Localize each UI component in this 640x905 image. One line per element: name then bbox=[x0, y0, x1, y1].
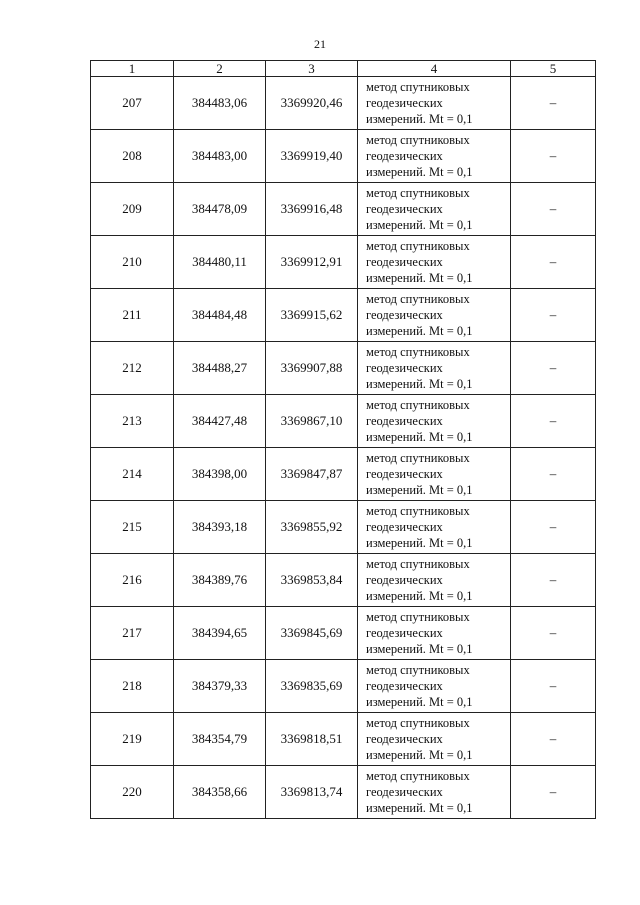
method-line-1: метод спутниковых bbox=[366, 716, 470, 730]
x-coordinate-cell: 384358,66 bbox=[174, 766, 266, 819]
point-number-cell: 208 bbox=[91, 130, 174, 183]
page-number: 21 bbox=[314, 37, 326, 51]
method-line-1: метод спутниковых bbox=[366, 239, 470, 253]
x-coordinate-cell: 384478,09 bbox=[174, 183, 266, 236]
note-cell: – bbox=[511, 289, 596, 342]
method-line-1: метод спутниковых bbox=[366, 769, 470, 783]
x-coordinate-cell: 384394,65 bbox=[174, 607, 266, 660]
note-cell: – bbox=[511, 713, 596, 766]
point-number-cell: 212 bbox=[91, 342, 174, 395]
y-coordinate-cell: 3369916,48 bbox=[266, 183, 358, 236]
method-line-1: метод спутниковых bbox=[366, 345, 470, 359]
table-row bbox=[91, 236, 596, 289]
method-line-3: измерений. Mt = 0,1 bbox=[366, 642, 473, 656]
method-line-1: метод спутниковых bbox=[366, 80, 470, 94]
point-number-cell: 219 bbox=[91, 713, 174, 766]
point-number-cell: 210 bbox=[91, 236, 174, 289]
method-cell bbox=[358, 289, 511, 342]
method-line-3: измерений. Mt = 0,1 bbox=[366, 536, 473, 550]
y-coordinate-cell: 3369912,91 bbox=[266, 236, 358, 289]
method-cell bbox=[358, 713, 511, 766]
method-cell bbox=[358, 236, 511, 289]
point-number-cell: 218 bbox=[91, 660, 174, 713]
header-cell-3: 3 bbox=[266, 61, 358, 77]
table-row bbox=[91, 766, 596, 819]
point-number-cell: 215 bbox=[91, 501, 174, 554]
x-coordinate-cell: 384393,18 bbox=[174, 501, 266, 554]
method-cell bbox=[358, 342, 511, 395]
method-line-3: измерений. Mt = 0,1 bbox=[366, 801, 473, 815]
method-line-2: геодезических bbox=[366, 626, 443, 640]
point-number-cell: 220 bbox=[91, 766, 174, 819]
method-line-3: измерений. Mt = 0,1 bbox=[366, 271, 473, 285]
method-line-2: геодезических bbox=[366, 679, 443, 693]
method-cell bbox=[358, 501, 511, 554]
method-cell bbox=[358, 554, 511, 607]
table-row bbox=[91, 77, 596, 130]
table-row bbox=[91, 448, 596, 501]
header-cell-4: 4 bbox=[358, 61, 511, 77]
x-coordinate-cell: 384480,11 bbox=[174, 236, 266, 289]
y-coordinate-cell: 3369818,51 bbox=[266, 713, 358, 766]
method-line-2: геодезических bbox=[366, 414, 443, 428]
note-cell: – bbox=[511, 342, 596, 395]
method-line-1: метод спутниковых bbox=[366, 186, 470, 200]
header-cell-1: 1 bbox=[91, 61, 174, 77]
table-row bbox=[91, 130, 596, 183]
table-row bbox=[91, 183, 596, 236]
table-row bbox=[91, 342, 596, 395]
header-cell-2: 2 bbox=[174, 61, 266, 77]
x-coordinate-cell: 384389,76 bbox=[174, 554, 266, 607]
note-cell: – bbox=[511, 501, 596, 554]
note-cell: – bbox=[511, 660, 596, 713]
method-line-1: метод спутниковых bbox=[366, 504, 470, 518]
y-coordinate-cell: 3369867,10 bbox=[266, 395, 358, 448]
method-line-1: метод спутниковых bbox=[366, 663, 470, 677]
note-cell: – bbox=[511, 554, 596, 607]
note-cell: – bbox=[511, 448, 596, 501]
point-number-cell: 209 bbox=[91, 183, 174, 236]
x-coordinate-cell: 384398,00 bbox=[174, 448, 266, 501]
point-number-cell: 217 bbox=[91, 607, 174, 660]
note-cell: – bbox=[511, 77, 596, 130]
y-coordinate-cell: 3369835,69 bbox=[266, 660, 358, 713]
x-coordinate-cell: 384484,48 bbox=[174, 289, 266, 342]
point-number-cell: 207 bbox=[91, 77, 174, 130]
method-cell bbox=[358, 766, 511, 819]
method-line-1: метод спутниковых bbox=[366, 557, 470, 571]
table-row bbox=[91, 660, 596, 713]
method-line-3: измерений. Mt = 0,1 bbox=[366, 377, 473, 391]
table-row bbox=[91, 607, 596, 660]
method-line-2: геодезических bbox=[366, 361, 443, 375]
note-cell: – bbox=[511, 236, 596, 289]
y-coordinate-cell: 3369855,92 bbox=[266, 501, 358, 554]
method-line-1: метод спутниковых bbox=[366, 292, 470, 306]
header-cell-5: 5 bbox=[511, 61, 596, 77]
point-number-cell: 214 bbox=[91, 448, 174, 501]
point-number-cell: 213 bbox=[91, 395, 174, 448]
method-cell bbox=[358, 660, 511, 713]
method-line-2: геодезических bbox=[366, 149, 443, 163]
y-coordinate-cell: 3369907,88 bbox=[266, 342, 358, 395]
y-coordinate-cell: 3369847,87 bbox=[266, 448, 358, 501]
method-cell bbox=[358, 183, 511, 236]
y-coordinate-cell: 3369853,84 bbox=[266, 554, 358, 607]
note-cell: – bbox=[511, 607, 596, 660]
method-line-1: метод спутниковых bbox=[366, 610, 470, 624]
method-cell bbox=[358, 448, 511, 501]
note-cell: – bbox=[511, 130, 596, 183]
note-cell: – bbox=[511, 183, 596, 236]
x-coordinate-cell: 384379,33 bbox=[174, 660, 266, 713]
point-number-cell: 216 bbox=[91, 554, 174, 607]
method-line-1: метод спутниковых bbox=[366, 133, 470, 147]
method-line-3: измерений. Mt = 0,1 bbox=[366, 165, 473, 179]
method-line-3: измерений. Mt = 0,1 bbox=[366, 324, 473, 338]
method-line-1: метод спутниковых bbox=[366, 398, 470, 412]
x-coordinate-cell: 384427,48 bbox=[174, 395, 266, 448]
method-line-2: геодезических bbox=[366, 96, 443, 110]
table-row bbox=[91, 501, 596, 554]
y-coordinate-cell: 3369919,40 bbox=[266, 130, 358, 183]
method-line-3: измерений. Mt = 0,1 bbox=[366, 112, 473, 126]
y-coordinate-cell: 3369813,74 bbox=[266, 766, 358, 819]
method-line-3: измерений. Mt = 0,1 bbox=[366, 695, 473, 709]
y-coordinate-cell: 3369915,62 bbox=[266, 289, 358, 342]
table-row bbox=[91, 289, 596, 342]
method-line-2: геодезических bbox=[366, 467, 443, 481]
note-cell: – bbox=[511, 395, 596, 448]
y-coordinate-cell: 3369845,69 bbox=[266, 607, 358, 660]
x-coordinate-cell: 384488,27 bbox=[174, 342, 266, 395]
point-number-cell: 211 bbox=[91, 289, 174, 342]
method-line-2: геодезических bbox=[366, 785, 443, 799]
method-line-3: измерений. Mt = 0,1 bbox=[366, 483, 473, 497]
note-cell: – bbox=[511, 766, 596, 819]
method-cell bbox=[358, 130, 511, 183]
table-row bbox=[91, 395, 596, 448]
table-row bbox=[91, 713, 596, 766]
x-coordinate-cell: 384354,79 bbox=[174, 713, 266, 766]
x-coordinate-cell: 384483,00 bbox=[174, 130, 266, 183]
method-line-2: геодезических bbox=[366, 732, 443, 746]
method-line-1: метод спутниковых bbox=[366, 451, 470, 465]
method-line-2: геодезических bbox=[366, 308, 443, 322]
x-coordinate-cell: 384483,06 bbox=[174, 77, 266, 130]
method-line-3: измерений. Mt = 0,1 bbox=[366, 748, 473, 762]
method-cell bbox=[358, 607, 511, 660]
table-header-row bbox=[91, 61, 596, 77]
method-cell bbox=[358, 77, 511, 130]
method-line-2: геодезических bbox=[366, 520, 443, 534]
method-line-2: геодезических bbox=[366, 255, 443, 269]
method-line-2: геодезических bbox=[366, 202, 443, 216]
table-row bbox=[91, 554, 596, 607]
method-line-3: измерений. Mt = 0,1 bbox=[366, 589, 473, 603]
method-line-2: геодезических bbox=[366, 573, 443, 587]
table-body bbox=[91, 77, 596, 819]
method-cell bbox=[358, 395, 511, 448]
y-coordinate-cell: 3369920,46 bbox=[266, 77, 358, 130]
coordinates-table bbox=[90, 60, 596, 819]
method-line-3: измерений. Mt = 0,1 bbox=[366, 218, 473, 232]
method-line-3: измерений. Mt = 0,1 bbox=[366, 430, 473, 444]
